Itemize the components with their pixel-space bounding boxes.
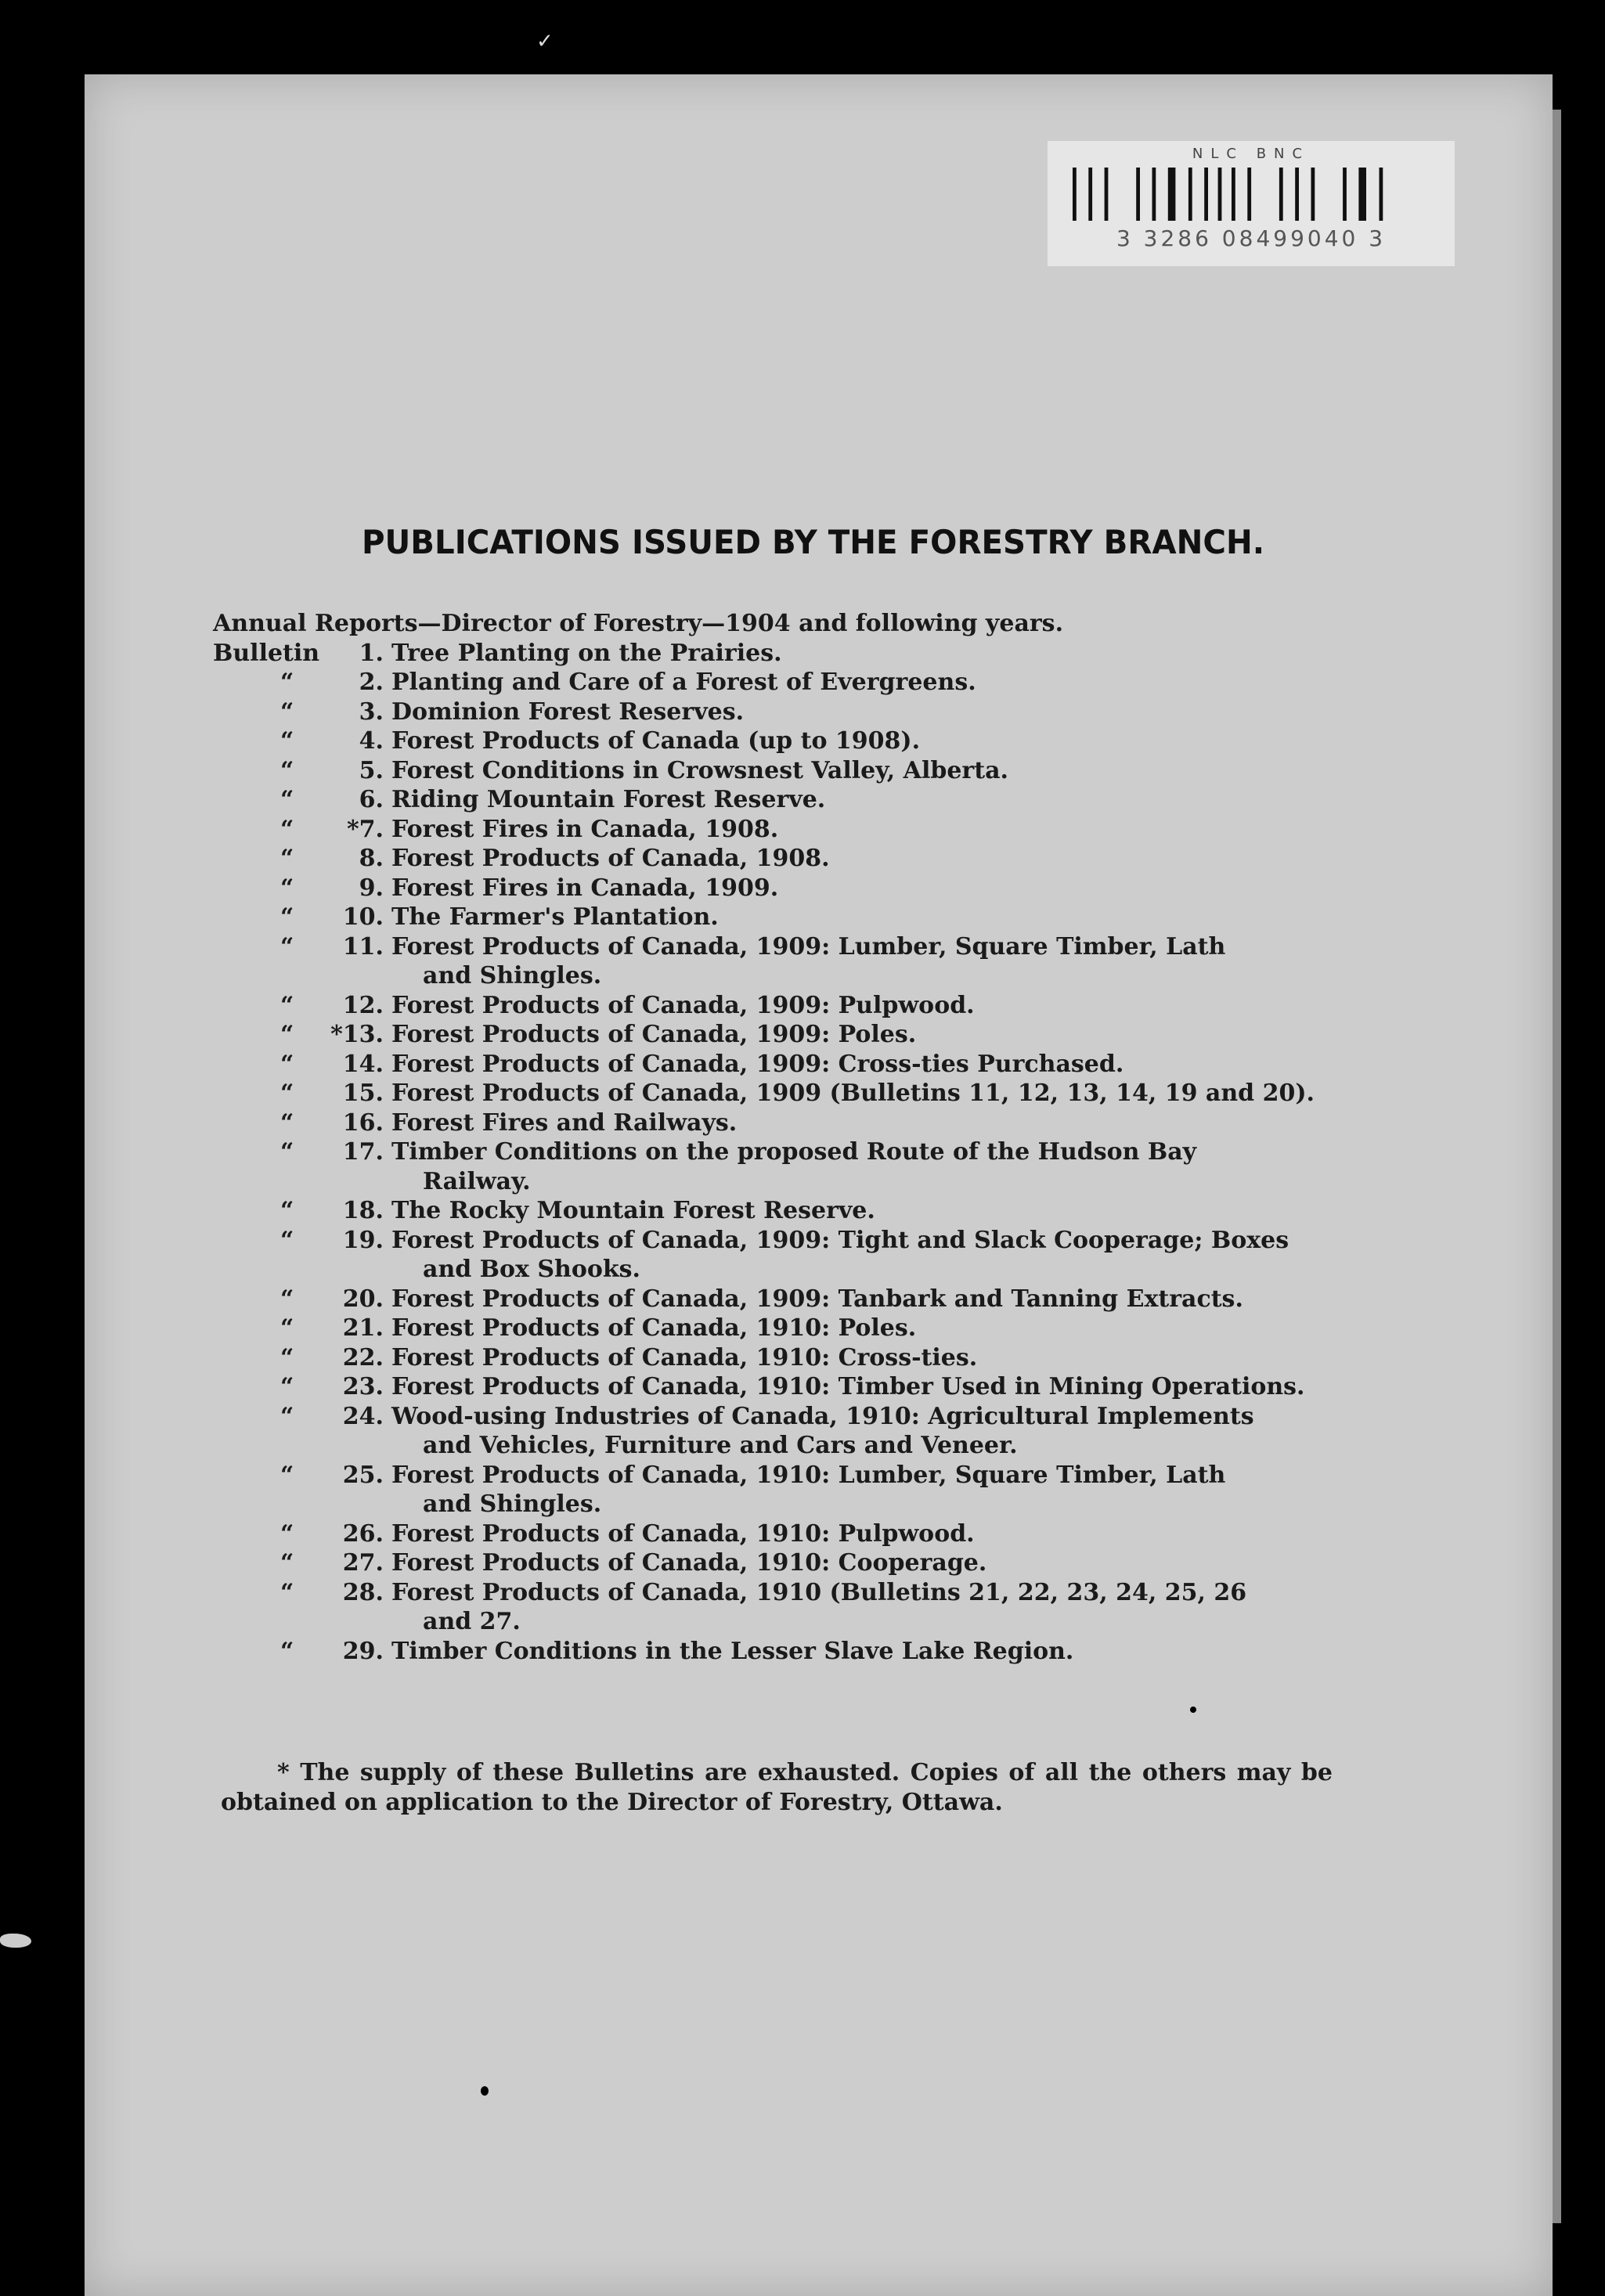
list-item [213, 1314, 1340, 1343]
bulletin-title: Forest Products of Canada, 1910 (Bulletins 21, 22, 23, 24, 25, 26 [391, 1578, 1247, 1606]
bulletin-title-continuation: and Shingles. [423, 1490, 602, 1518]
bulletin-title-block [391, 1637, 1339, 1667]
annual-reports-line [213, 609, 1340, 639]
ditto-mark: “ [280, 932, 294, 961]
bulletin-title: Forest Products of Canada, 1910: Timber Used in Mining Operations. [391, 1373, 1305, 1400]
bulletin-number: 15. [342, 1080, 384, 1107]
left-scan-mark [0, 1934, 31, 1948]
bulletin-title-block [391, 1519, 1339, 1549]
ditto-mark: “ [280, 1637, 294, 1665]
bulletin-title-continuation: and Box Shooks. [423, 1256, 640, 1283]
bulletin-title-block [391, 1137, 1339, 1196]
bulletin-number: 2. [359, 669, 384, 696]
ditto-mark: “ [280, 1519, 294, 1548]
bulletin-title: Forest Products of Canada, 1909: Tanbark and Tanning Extracts. [391, 1285, 1243, 1313]
barcode-header: NLC BNC [1192, 146, 1311, 162]
list-item [213, 785, 1340, 815]
bulletin-title: Wood-using Industries of Canada, 1910: Agricultural Implements [391, 1402, 1254, 1430]
bulletin-title-block [391, 932, 1339, 991]
bulletin-number: 8. [359, 845, 384, 872]
bulletin-title: Forest Products of Canada, 1909: Pulpwood. [391, 991, 975, 1019]
list-item [213, 1372, 1340, 1402]
bulletin-number: 21. [342, 1314, 384, 1342]
scan-speck [1190, 1707, 1196, 1713]
list-item [213, 844, 1340, 874]
list-item [213, 1196, 1340, 1226]
bulletin-title-block [391, 1285, 1339, 1314]
list-item [213, 815, 1340, 845]
list-item [213, 903, 1340, 932]
bulletin-title-continuation: Railway. [423, 1167, 531, 1195]
barcode-number: 3 3286 08499040 3 [1116, 225, 1387, 251]
ditto-mark: “ [280, 845, 294, 872]
bulletin-number: 26. [342, 1519, 384, 1548]
bulletin-number: 24. [342, 1402, 384, 1430]
ditto-mark: “ [280, 1285, 294, 1313]
list-item [213, 726, 1340, 756]
bulletin-title: Forest Products of Canada, 1909: Tight and Slack Cooperage; Boxes [391, 1226, 1289, 1254]
bulletin-title-continuation: and Vehicles, Furniture and Cars and Veneer. [423, 1432, 1018, 1459]
ditto-mark: “ [280, 669, 294, 696]
bulletin-number: 10. [342, 903, 384, 931]
bulletin-title-block [391, 697, 1339, 727]
bulletin-number: 4. [359, 727, 384, 755]
list-item [213, 1402, 1340, 1461]
top-scan-mark: ✓ [536, 30, 554, 53]
bulletin-title-block [391, 1020, 1339, 1050]
bulletin-title: Forest Products of Canada (up to 1908). [391, 727, 921, 755]
list-item [213, 1578, 1340, 1637]
ditto-mark: “ [280, 1549, 294, 1577]
bulletin-title-block [391, 844, 1339, 874]
bulletin-title: Forest Fires and Railways. [391, 1108, 738, 1137]
bulletin-title-block [391, 1461, 1339, 1519]
bulletin-prefix: Bulletin [213, 639, 320, 667]
ditto-mark: “ [280, 786, 294, 813]
bulletin-number: 11. [342, 932, 384, 961]
ditto-mark: “ [280, 727, 294, 755]
list-item [213, 874, 1340, 903]
bulletin-title-block [391, 874, 1339, 903]
bulletin-title: Forest Conditions in Crowsnest Valley, Alberta. [391, 756, 1008, 784]
bulletin-number: 22. [342, 1343, 384, 1371]
bulletin-number: 9. [359, 874, 384, 902]
bulletin-title-block [391, 785, 1339, 815]
bulletin-title-block [391, 1578, 1339, 1637]
bulletin-title-block [391, 1050, 1339, 1080]
ditto-mark: “ [280, 1578, 294, 1606]
footnote [221, 1758, 1333, 1818]
bulletin-number: 29. [342, 1637, 384, 1665]
bulletin-number: 25. [342, 1461, 384, 1489]
bulletin-number: 16. [342, 1108, 384, 1137]
bulletin-title: Forest Products of Canada, 1910: Cross-ties. [391, 1343, 978, 1371]
ditto-mark: “ [280, 874, 294, 902]
publication-list [213, 609, 1340, 1666]
list-item [213, 756, 1340, 786]
bulletin-number: *7. [346, 815, 384, 843]
list-item [213, 1461, 1340, 1519]
ditto-mark: “ [280, 991, 294, 1019]
list-item [213, 991, 1340, 1021]
ditto-mark: “ [280, 1080, 294, 1107]
bulletin-title: Forest Products of Canada, 1910: Poles. [391, 1314, 917, 1342]
bulletin-number: 28. [342, 1578, 384, 1606]
bulletin-number: 3. [359, 697, 384, 726]
bulletin-title-block [391, 903, 1339, 932]
bulletin-title: Planting and Care of a Forest of Evergreens. [391, 669, 976, 696]
list-item [213, 697, 1340, 727]
list-item [213, 932, 1340, 991]
bulletin-title-block [391, 756, 1339, 786]
page-title: PUBLICATIONS ISSUED BY THE FORESTRY BRANCH. [362, 523, 1265, 561]
list-item [213, 1137, 1340, 1196]
bulletin-title-block [391, 726, 1339, 756]
bulletin-title-block [391, 1226, 1339, 1285]
footnote-text: * The supply of these Bulletins are exhausted. Copies of all the others may be obtained on application to the Director of Forestry, Ottawa. [221, 1759, 1333, 1816]
bulletin-title-block [391, 815, 1339, 845]
barcode-label [1048, 141, 1455, 266]
bulletin-title-block [391, 1108, 1339, 1138]
bulletin-number: 20. [342, 1285, 384, 1313]
scan-speck [481, 2086, 489, 2096]
bulletin-title: Tree Planting on the Prairies. [391, 639, 782, 667]
ditto-mark: “ [280, 1402, 294, 1430]
ditto-mark: “ [280, 756, 294, 784]
bulletin-title: Forest Products of Canada, 1909 (Bulletins 11, 12, 13, 14, 19 and 20). [391, 1080, 1315, 1107]
bulletin-number: 18. [342, 1197, 384, 1224]
bulletin-title: Forest Fires in Canada, 1908. [391, 815, 779, 843]
list-item [213, 1108, 1340, 1138]
ditto-mark: “ [280, 1314, 294, 1342]
bulletin-number: 1. [359, 639, 384, 667]
bulletin-title: Forest Products of Canada, 1909: Poles. [391, 1021, 917, 1048]
bulletin-title-block [391, 668, 1339, 697]
bulletin-title-block [391, 1402, 1339, 1461]
bulletin-title-continuation: and Shingles. [423, 962, 602, 989]
list-item [213, 1343, 1340, 1373]
bulletin-title: Forest Products of Canada, 1908. [391, 845, 830, 872]
ditto-mark: “ [280, 1138, 294, 1166]
ditto-mark: “ [280, 903, 294, 931]
list-item [213, 639, 1340, 669]
ditto-mark: “ [280, 1050, 294, 1078]
ditto-mark: “ [280, 1461, 294, 1489]
bulletin-number: *13. [330, 1021, 384, 1048]
bulletin-title: Forest Products of Canada, 1910: Lumber, Square Timber, Lath [391, 1461, 1226, 1489]
ditto-mark: “ [280, 1197, 294, 1224]
bulletin-number: 6. [359, 786, 384, 813]
list-item [213, 1519, 1340, 1549]
annual-reports-text: Annual Reports—Director of Forestry—1904 and following years. [213, 610, 1064, 637]
bulletin-title: Forest Products of Canada, 1909: Lumber, Square Timber, Lath [391, 932, 1226, 961]
barcode-bars [1073, 168, 1433, 221]
bulletin-title: Forest Products of Canada, 1909: Cross-ties Purchased. [391, 1050, 1124, 1078]
bulletin-title-block [391, 1314, 1339, 1343]
bulletin-number: 23. [342, 1373, 384, 1400]
bulletin-number: 14. [342, 1050, 384, 1078]
bulletin-title-block [391, 991, 1339, 1021]
bulletin-title: Timber Conditions on the proposed Route of the Hudson Bay [391, 1138, 1197, 1166]
bulletin-title: The Farmer's Plantation. [391, 903, 719, 931]
bulletin-number: 5. [359, 756, 384, 784]
bulletin-title: Riding Mountain Forest Reserve. [391, 786, 826, 813]
bulletin-number: 17. [342, 1138, 384, 1166]
ditto-mark: “ [280, 697, 294, 726]
list-item [213, 1285, 1340, 1314]
list-item [213, 1637, 1340, 1667]
list-item [213, 1079, 1340, 1108]
bulletin-title-block [391, 639, 1339, 669]
bulletin-title: Timber Conditions in the Lesser Slave Lake Region. [391, 1637, 1074, 1665]
ditto-mark: “ [280, 1373, 294, 1400]
bulletin-number: 12. [342, 991, 384, 1019]
bulletin-title-block [391, 1343, 1339, 1373]
bulletin-title-continuation: and 27. [423, 1608, 521, 1635]
bulletin-title: Dominion Forest Reserves. [391, 697, 745, 726]
list-item [213, 1226, 1340, 1285]
bulletin-title-block [391, 1196, 1339, 1226]
list-item [213, 1548, 1340, 1578]
bulletin-title-block [391, 1079, 1339, 1108]
ditto-mark: “ [280, 815, 294, 843]
list-item [213, 668, 1340, 697]
ditto-mark: “ [280, 1343, 294, 1371]
ditto-mark: “ [280, 1108, 294, 1137]
list-item [213, 1020, 1340, 1050]
bulletin-title: Forest Products of Canada, 1910: Pulpwood. [391, 1519, 975, 1548]
bulletin-number: 27. [342, 1549, 384, 1577]
ditto-mark: “ [280, 1226, 294, 1254]
bulletin-title-block [391, 1548, 1339, 1578]
bulletin-title: Forest Fires in Canada, 1909. [391, 874, 779, 902]
list-item [213, 1050, 1340, 1080]
ditto-mark: “ [280, 1021, 294, 1048]
bulletin-title: The Rocky Mountain Forest Reserve. [391, 1197, 875, 1224]
bulletin-title-block [391, 1372, 1339, 1402]
bulletin-number: 19. [342, 1226, 384, 1254]
bulletin-title: Forest Products of Canada, 1910: Cooperage. [391, 1549, 987, 1577]
